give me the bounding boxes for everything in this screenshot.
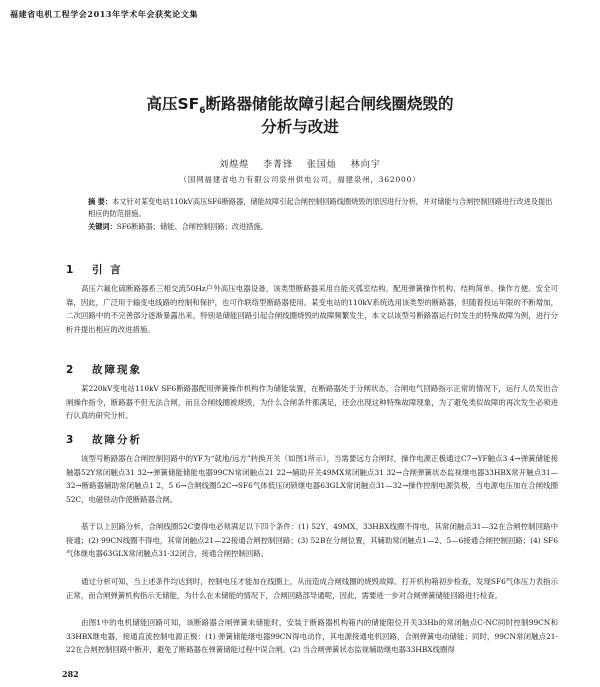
page-number: 282 xyxy=(62,669,79,679)
keywords-label: 关键词： xyxy=(88,222,117,231)
section-title: 引 言 xyxy=(92,264,123,276)
section-heading-1 xyxy=(66,262,123,277)
abstract-label: 摘 要： xyxy=(88,197,113,206)
title-rest: 断路器储能故障引起合闸线圈烧毁的 xyxy=(205,95,454,113)
section-heading-3 xyxy=(66,432,142,447)
keywords xyxy=(88,221,558,233)
affiliation: （国网福建省电力有限公司泉州供电公司，福建泉州，362000） xyxy=(179,175,421,184)
running-header: 福建省电机工程学会2013年学术年会获奖论文集 xyxy=(10,9,199,19)
title-subscript: 6 xyxy=(199,106,206,117)
authors: 刘煌煌 李菁锋 张国灿 林向宇 xyxy=(219,160,381,170)
paragraph: 该型号断路器在合闸控制回路中的YF为“就地/远方”转换开关（如图1所示），当需要远方合闸时，操作电源正极通过C7→YF触点3 4→弹簧储能接触器52Y常闭触点31 32→弹簧储能储能电器99CN常闭触点21 22→辅助开关49MX常闭触点31 32→合闸弹簧状态监视继电器33HBX常开触点31—32→断路器辅助常闭触点1 2、5 6→合闸线圈52C→SF6气体低压闭锁继电器63GLX常闭触点31—32→操作控制电源负极，当电源电压加在合闸线圈52C，电磁铁动作使断路器合闸。 xyxy=(66,454,558,504)
section-heading-2 xyxy=(66,362,142,377)
section-number: 2 xyxy=(66,364,76,376)
paper-title-line1 xyxy=(0,92,600,116)
paragraph: 某220kV变电站110kV SF6断路器配用弹簧操作机构作为储能装置，在断路器处于分闸状态，合闸电气回路指示正常的情况下，运行人员发出合闸操作指令，断路器不但无法合闸，而且合闸线圈被烧毁，为什么合闸条件都满足，还会出现这种特殊故障现象，为了避免类似故障的再次发生必须进行认真的研究分析。 xyxy=(66,384,558,420)
section-title: 故障现象 xyxy=(92,364,142,376)
section-title: 故障分析 xyxy=(92,434,142,446)
paragraph: 通过分析可知，当上述条件均达到时，控制电压才能加在线圈上，从而造成合闸线圈的烧毁故障。打开机构箱初步检查，发现SF6气体压力表指示正常，而合闸弹簧机构指示无储能，为什么在未储能的情况下，合闸回路部导通呢，因此，需要进一步对合闸弹簧储能回路进行检查。 xyxy=(66,577,558,600)
paper-title-line2: 分析与改进 xyxy=(261,118,339,136)
abstract-text: 本文针对某变电站110kV高压SF6断路器，储能故障引起合闸控制回路线圈烧毁的原因进行分析，并对储能与合闸控制回路进行改进及提出相应的防范措施。 xyxy=(88,197,553,218)
paragraph: 高压六氟化硫断路器系三相交流50Hz户外高压电器设备，该类型断路器采用自能灭弧室结构，配用弹簧操作机构，结构简单、操作方便、安全可靠，因此，广泛用于输变电线路的控制和保护，也可作联络型断路器使用。某变电站的110kV系统选用该类型的断路器，但随着投运年限的不断增加，二次回路中的不完善部分逐渐暴露出来，特别是储能回路引起合闸线圈烧毁的故障频繁发生，本文以该型号断路器运行时发生的特殊故障为例，进行分析并提出相应的改进措施。 xyxy=(66,284,558,334)
paragraph: 由图1中的电机储能回路可知，该断路器合闸弹簧未储能时，安装于断路器机构箱内的储能限位开关33Hb的常闭触点C-NC同时控制99CN和33HBX继电器，接通直流控制电源正极：(1) 弹簧储能继电器99CN得电动作，其电源接通电机回路，合闸弹簧电动储能；同时，99CN常闭触点21-22在合闸控制回路中断开，避免了断路器在弹簧储能过程中误合闸。(2) 当合闸弹簧状态监视辅助继电器33HBX线圈得 xyxy=(66,618,558,654)
abstract xyxy=(88,196,558,220)
title-prefix: 高压SF xyxy=(146,95,200,113)
keywords-text: SF6断路器；储能、合闸控制回路；改进措施。 xyxy=(116,222,268,231)
section-number: 3 xyxy=(66,434,76,446)
paragraph: 基于以上回路分析，合闸线圈52C要得电必须满足以下四个条件：(1) 52Y、49MX、33HBX线圈不得电，其常闭触点31—32在合闸控制回路中接通；(2) 99CN线圈不得电，其常闭触点21—22接通合闸控制回路；(3) 52B在分闸位置，其辅助常闭触点1—2、5—6接通合闸控制回路；(4) SF6气体继电器63GLX常闭触点31-32闭合，接通合闸控制回路。 xyxy=(66,522,558,558)
section-number: 1 xyxy=(66,264,76,276)
